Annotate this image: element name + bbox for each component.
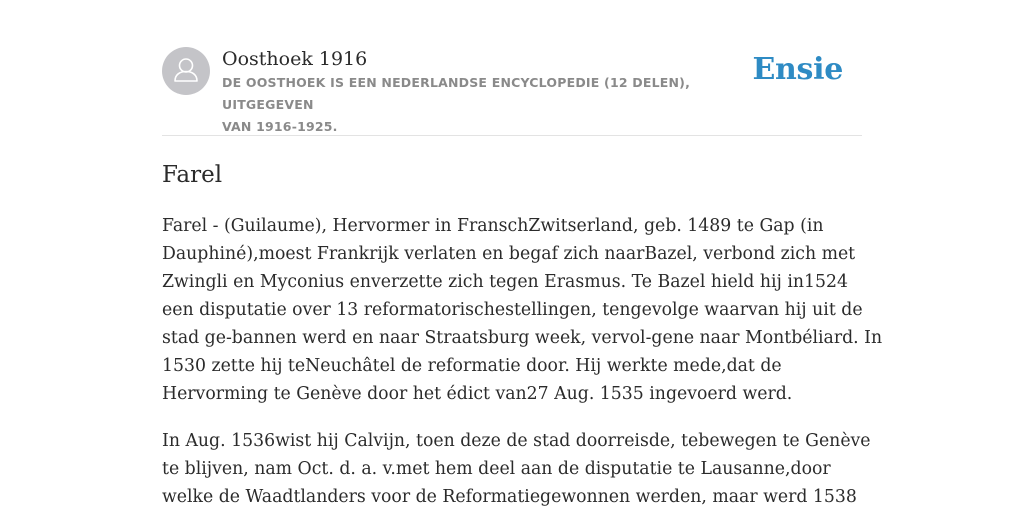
- paragraph-line: Dauphiné),moest Frankrijk verlaten en begaf zich naarBazel, verbond zich met: [162, 244, 856, 264]
- source-title[interactable]: Oosthoek 1916: [222, 48, 368, 70]
- source-description: [222, 72, 762, 138]
- source-description-line: DE OOSTHOEK IS EEN NEDERLANDSE ENCYCLOPEDIE (12 DELEN), UITGEGEVEN: [222, 75, 691, 112]
- paragraph-line: Zwingli en Myconius enverzette zich tegen Erasmus. Te Bazel hield hij in1524: [162, 272, 848, 292]
- paragraph-line: 1530 zette hij teNeuchâtel de reformatie door. Hij werkte mede,dat de: [162, 356, 782, 376]
- article-paragraph: [162, 212, 883, 408]
- paragraph-line: welke de Waadtlanders voor de Reformatiegewonnen werden, maar werd 1538: [162, 487, 857, 507]
- paragraph-line: In Aug. 1536wist hij Calvijn, toen deze de stad doorreisde, tebewegen te Genève: [162, 431, 871, 451]
- source-header: [162, 47, 862, 135]
- user-icon: [162, 47, 210, 95]
- source-avatar[interactable]: [162, 47, 210, 95]
- paragraph-line: Hervorming te Genève door het édict van27 Aug. 1535 ingevoerd werd.: [162, 384, 793, 404]
- paragraph-line: Farel - (Guilaume), Hervormer in FranschZwitserland, geb. 1489 te Gap (in: [162, 216, 824, 236]
- header-divider: [162, 135, 862, 136]
- paragraph-line: een disputatie over 13 reformatorischestellingen, tengevolge waarvan hij uit de: [162, 300, 863, 320]
- paragraph-line: stad ge-bannen werd en naar Straatsburg week, vervol-gene naar Montbéliard. In: [162, 328, 883, 348]
- source-description-line: VAN 1916-1925.: [222, 119, 338, 134]
- paragraph-line: te blijven, nam Oct. d. a. v.met hem deel aan de disputatie te Lausanne,door: [162, 459, 831, 479]
- article-title: Farel: [162, 162, 223, 188]
- article-body: [162, 212, 883, 512]
- ensie-logo[interactable]: Ensie: [752, 52, 843, 87]
- article-paragraph: [162, 427, 871, 511]
